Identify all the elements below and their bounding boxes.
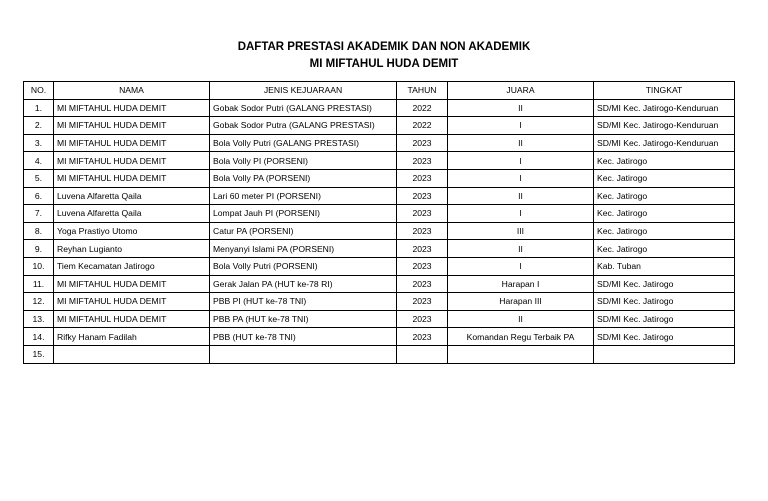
cell-jenis-kejuaraan: PBB PA (HUT ke-78 TNI) [210, 310, 397, 328]
table-row [24, 328, 735, 346]
cell-tingkat: Kec. Jatirogo [594, 222, 735, 240]
header-tingkat: TINGKAT [594, 82, 735, 100]
cell-jenis-kejuaraan: Menyanyi Islami PA (PORSENI) [210, 240, 397, 258]
cell-juara: I [448, 169, 594, 187]
cell-tingkat: Kab. Tuban [594, 257, 735, 275]
cell-no: 12. [24, 293, 54, 311]
cell-no: 8. [24, 222, 54, 240]
title-line-2: MI MIFTAHUL HUDA DEMIT [309, 58, 459, 70]
table-row [24, 345, 735, 363]
cell-juara: II [448, 187, 594, 205]
cell-nama: Rifky Hanam Fadilah [54, 328, 210, 346]
table-row [24, 240, 735, 258]
table-row [24, 187, 735, 205]
header-jenis-kejuaraan: JENIS KEJUARAAN [210, 82, 397, 100]
cell-no: 5. [24, 169, 54, 187]
cell-tingkat: SD/MI Kec. Jatirogo [594, 275, 735, 293]
cell-tahun: 2023 [397, 275, 448, 293]
cell-nama: Luvena Alfaretta Qaila [54, 187, 210, 205]
cell-tahun: 2023 [397, 240, 448, 258]
table-row [24, 205, 735, 223]
cell-juara: I [448, 205, 594, 223]
cell-juara: I [448, 257, 594, 275]
document-title [0, 39, 768, 73]
cell-nama: MI MIFTAHUL HUDA DEMIT [54, 310, 210, 328]
cell-no: 13. [24, 310, 54, 328]
cell-jenis-kejuaraan: PBB PI (HUT ke-78 TNI) [210, 293, 397, 311]
cell-jenis-kejuaraan: Bola Volly PI (PORSENI) [210, 152, 397, 170]
header-nama: NAMA [54, 82, 210, 100]
cell-juara: Komandan Regu Terbaik PA [448, 328, 594, 346]
cell-nama: MI MIFTAHUL HUDA DEMIT [54, 117, 210, 135]
cell-nama: MI MIFTAHUL HUDA DEMIT [54, 134, 210, 152]
cell-nama: MI MIFTAHUL HUDA DEMIT [54, 152, 210, 170]
cell-jenis-kejuaraan: Bola Volly Putri (GALANG PRESTASI) [210, 134, 397, 152]
cell-tahun: 2023 [397, 152, 448, 170]
cell-jenis-kejuaraan: Lompat Jauh PI (PORSENI) [210, 205, 397, 223]
achievement-table [23, 81, 735, 364]
cell-jenis-kejuaraan: Bola Volly Putri (PORSENI) [210, 257, 397, 275]
cell-no: 9. [24, 240, 54, 258]
cell-tingkat: Kec. Jatirogo [594, 187, 735, 205]
table-header-row [24, 82, 735, 100]
cell-tingkat: SD/MI Kec. Jatirogo-Kenduruan [594, 99, 735, 117]
cell-tingkat: SD/MI Kec. Jatirogo [594, 293, 735, 311]
cell-tahun: 2023 [397, 205, 448, 223]
cell-tahun: 2023 [397, 257, 448, 275]
cell-no: 2. [24, 117, 54, 135]
cell-tahun: 2023 [397, 293, 448, 311]
cell-tahun: 2023 [397, 134, 448, 152]
cell-juara: I [448, 117, 594, 135]
cell-juara: III [448, 222, 594, 240]
cell-tingkat: Kec. Jatirogo [594, 169, 735, 187]
cell-tingkat: SD/MI Kec. Jatirogo [594, 310, 735, 328]
table-row [24, 293, 735, 311]
cell-tingkat: SD/MI Kec. Jatirogo [594, 328, 735, 346]
cell-jenis-kejuaraan: PBB (HUT ke-78 TNI) [210, 328, 397, 346]
cell-jenis-kejuaraan: Gobak Sodor Putri (GALANG PRESTASI) [210, 99, 397, 117]
cell-tingkat: Kec. Jatirogo [594, 205, 735, 223]
cell-no: 7. [24, 205, 54, 223]
cell-juara: II [448, 134, 594, 152]
table-row [24, 257, 735, 275]
table-row [24, 134, 735, 152]
cell-juara: II [448, 310, 594, 328]
cell-no: 3. [24, 134, 54, 152]
cell-juara: Harapan I [448, 275, 594, 293]
cell-juara [448, 345, 594, 363]
cell-no: 4. [24, 152, 54, 170]
table-row [24, 310, 735, 328]
cell-jenis-kejuaraan: Gobak Sodor Putra (GALANG PRESTASI) [210, 117, 397, 135]
title-line-1: DAFTAR PRESTASI AKADEMIK DAN NON AKADEMIK [237, 41, 531, 53]
cell-nama: Reyhan Lugianto [54, 240, 210, 258]
cell-juara: I [448, 152, 594, 170]
cell-tingkat: SD/MI Kec. Jatirogo-Kenduruan [594, 134, 735, 152]
cell-tahun: 2023 [397, 169, 448, 187]
cell-jenis-kejuaraan: Catur PA (PORSENI) [210, 222, 397, 240]
cell-no: 10. [24, 257, 54, 275]
cell-tahun: 2022 [397, 99, 448, 117]
cell-tingkat: Kec. Jatirogo [594, 152, 735, 170]
header-no: NO. [24, 82, 54, 100]
table-row [24, 152, 735, 170]
cell-tingkat: Kec. Jatirogo [594, 240, 735, 258]
table-row [24, 222, 735, 240]
header-juara: JUARA [448, 82, 594, 100]
table-row [24, 99, 735, 117]
cell-nama: MI MIFTAHUL HUDA DEMIT [54, 293, 210, 311]
cell-nama: Luvena Alfaretta Qaila [54, 205, 210, 223]
cell-no: 11. [24, 275, 54, 293]
cell-tahun: 2023 [397, 310, 448, 328]
cell-nama: MI MIFTAHUL HUDA DEMIT [54, 275, 210, 293]
cell-juara: II [448, 240, 594, 258]
table-row [24, 117, 735, 135]
cell-tingkat [594, 345, 735, 363]
cell-tahun: 2023 [397, 222, 448, 240]
cell-juara: II [448, 99, 594, 117]
cell-nama: MI MIFTAHUL HUDA DEMIT [54, 99, 210, 117]
cell-jenis-kejuaraan: Gerak Jalan PA (HUT ke-78 RI) [210, 275, 397, 293]
header-tahun: TAHUN [397, 82, 448, 100]
cell-juara: Harapan III [448, 293, 594, 311]
cell-tahun [397, 345, 448, 363]
cell-nama: MI MIFTAHUL HUDA DEMIT [54, 169, 210, 187]
table-body [24, 99, 735, 363]
cell-no: 14. [24, 328, 54, 346]
table-row [24, 275, 735, 293]
cell-nama: Tiem Kecamatan Jatirogo [54, 257, 210, 275]
cell-tahun: 2022 [397, 117, 448, 135]
cell-jenis-kejuaraan [210, 345, 397, 363]
cell-no: 15. [24, 345, 54, 363]
cell-nama [54, 345, 210, 363]
cell-tahun: 2023 [397, 187, 448, 205]
cell-jenis-kejuaraan: Bola Volly PA (PORSENI) [210, 169, 397, 187]
cell-jenis-kejuaraan: Lari 60 meter PI (PORSENI) [210, 187, 397, 205]
cell-nama: Yoga Prastiyo Utomo [54, 222, 210, 240]
cell-tahun: 2023 [397, 328, 448, 346]
table-row [24, 169, 735, 187]
cell-tingkat: SD/MI Kec. Jatirogo-Kenduruan [594, 117, 735, 135]
cell-no: 1. [24, 99, 54, 117]
cell-no: 6. [24, 187, 54, 205]
